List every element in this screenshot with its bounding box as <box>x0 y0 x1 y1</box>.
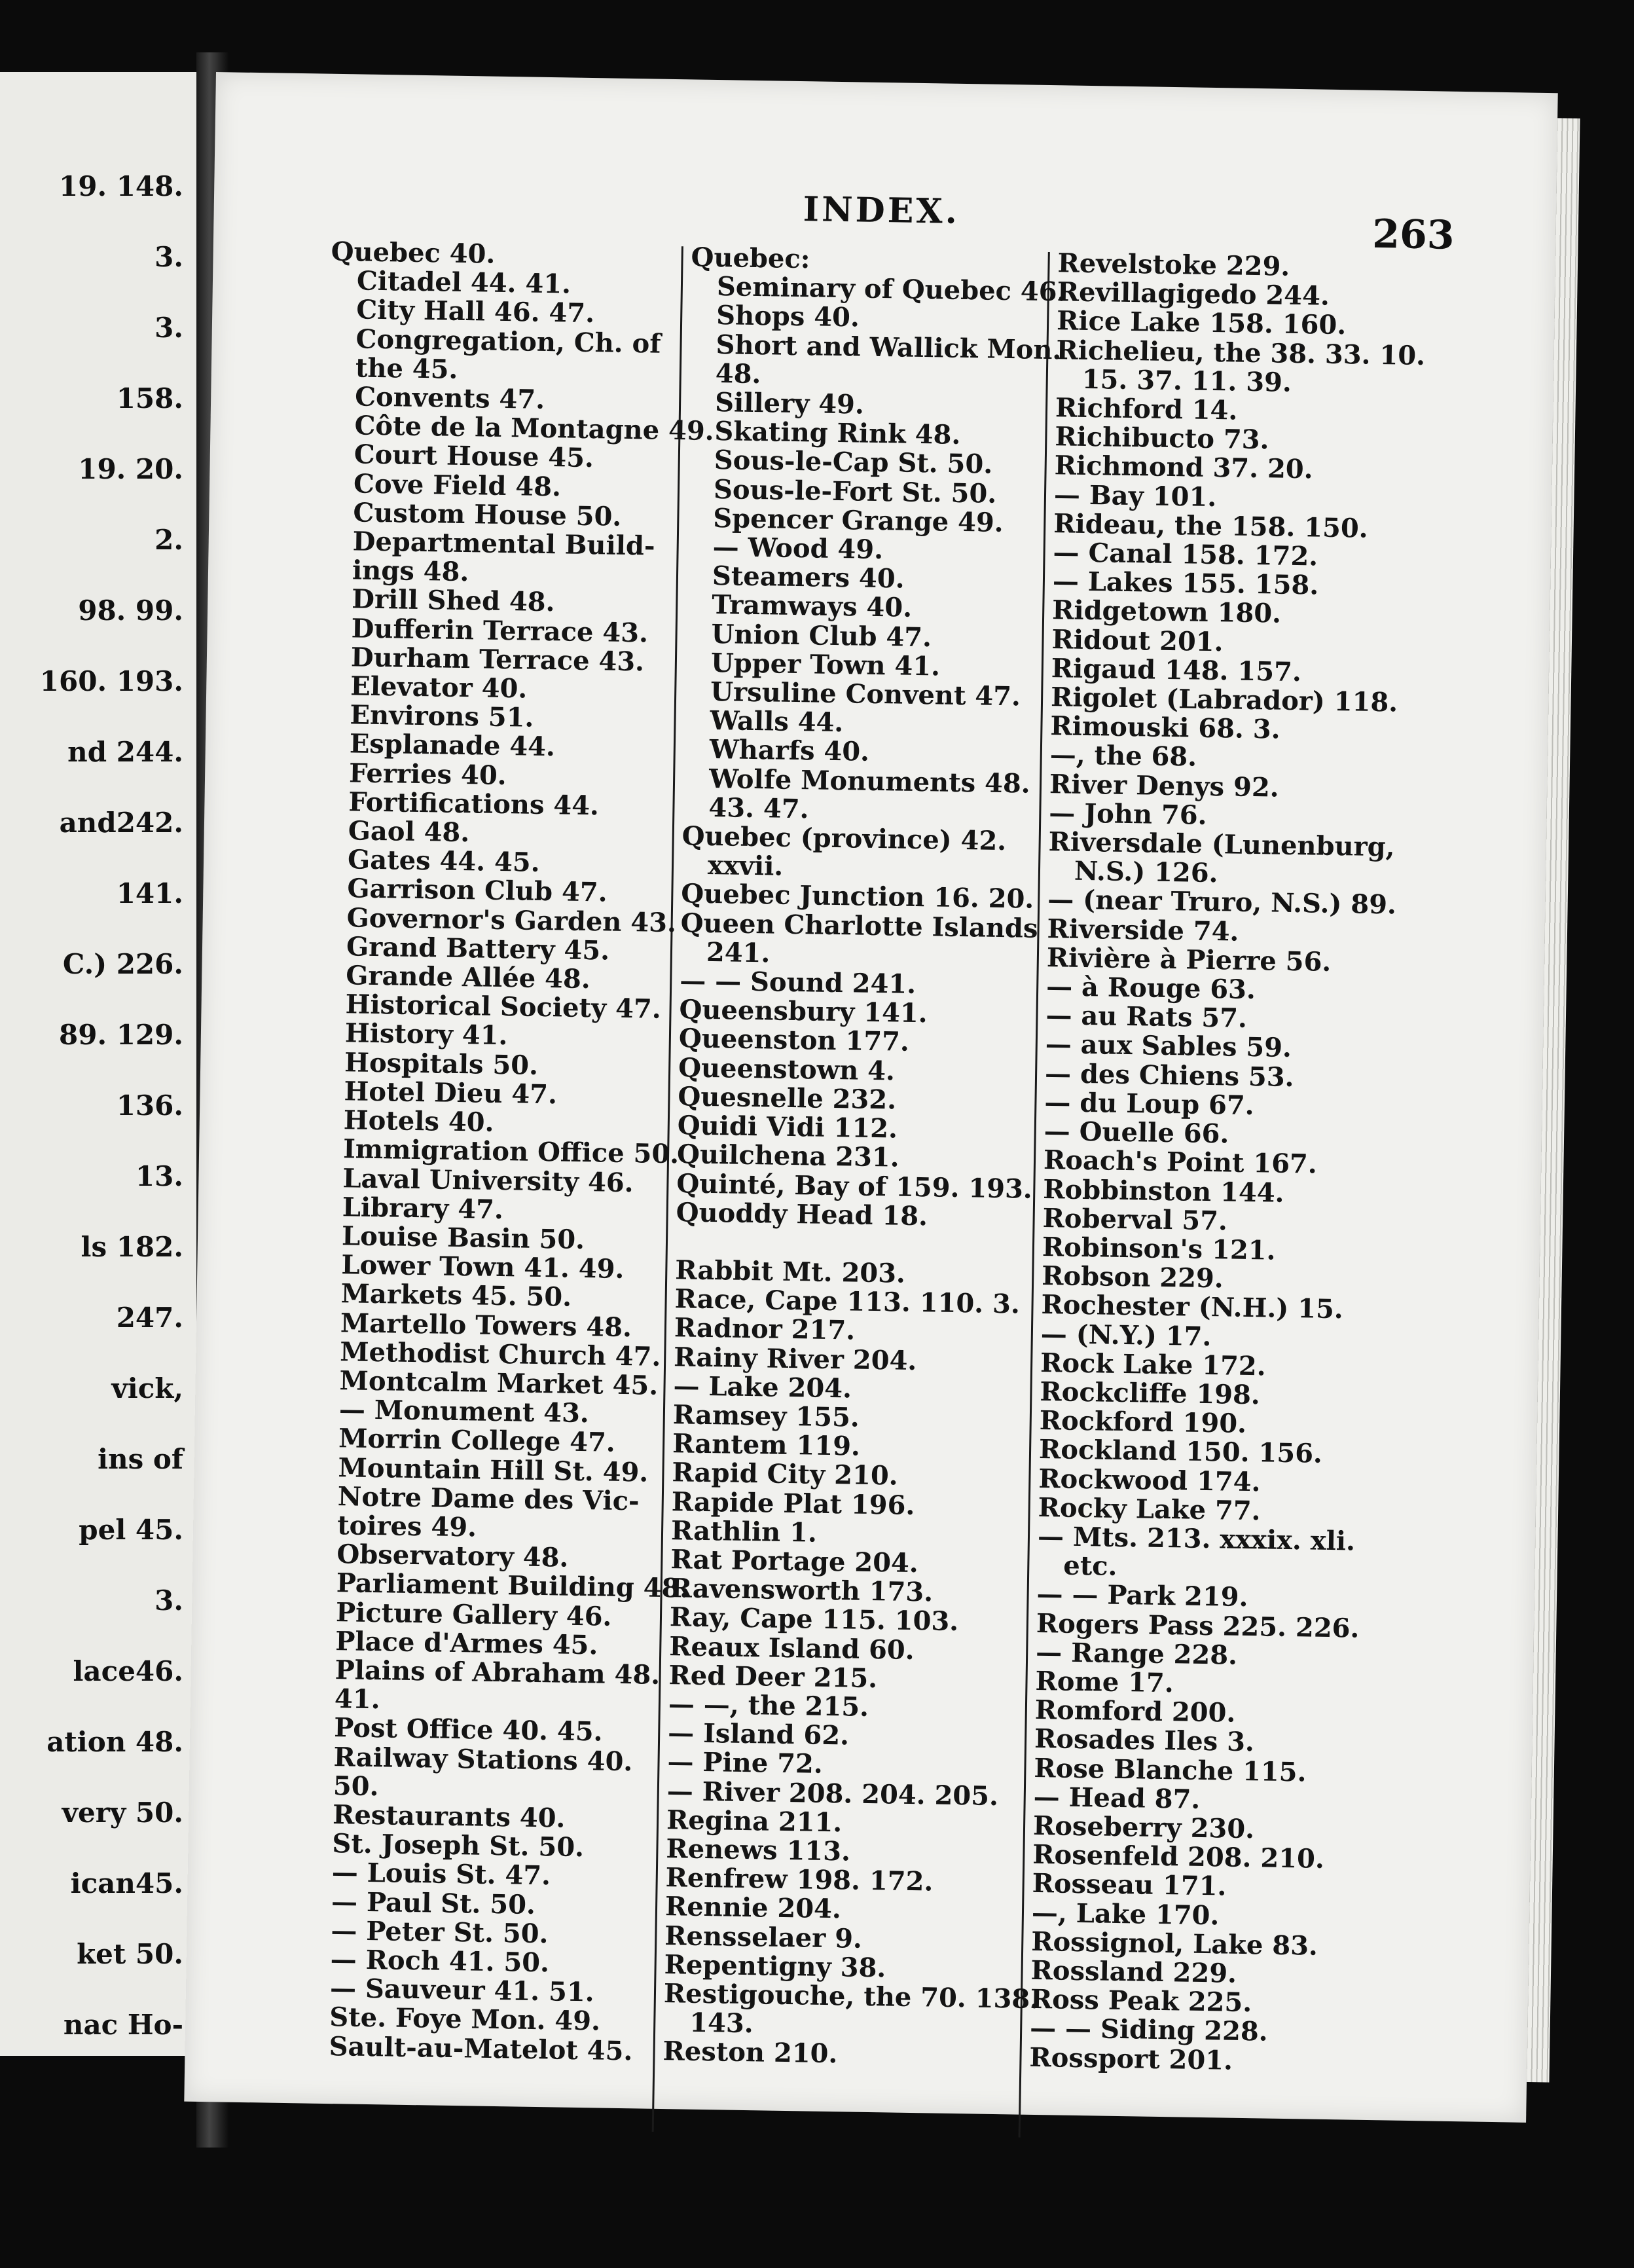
index-entry: Roach's Point 167. <box>1043 1144 1318 1180</box>
index-entry: — Peter St. 50. <box>331 1914 549 1950</box>
index-entry: Rockwood 174. <box>1038 1463 1261 1497</box>
index-entry: Rabbit Mt. 203. <box>674 1254 906 1289</box>
margin-fragment: nd 244. <box>67 736 183 768</box>
index-entry: Reston 210. <box>663 2036 838 2070</box>
index-entry: Immigration Office 50. <box>342 1133 680 1170</box>
index-entry: Rivière à Pierre 56. <box>1046 942 1332 978</box>
index-entry: Queen Charlotte Islands <box>680 907 1038 944</box>
index-entry: Race, Cape 113. 110. 3. <box>674 1283 1021 1320</box>
index-entry: Skating Rink 48. <box>714 416 961 451</box>
index-entry: Robson 229. <box>1041 1260 1224 1294</box>
index-entry: toires 49. <box>336 1510 477 1543</box>
index-entry: 50. <box>333 1770 379 1802</box>
index-entry: Restigouche, the 70. 138. <box>663 1978 1040 2015</box>
index-entry: Quebec Junction 16. 20. <box>681 878 1034 915</box>
index-entry: — Paul St. 50. <box>331 1886 536 1920</box>
index-entry: — Bay 101. <box>1053 479 1217 513</box>
index-entry: Quebec: <box>691 242 810 275</box>
index-entry: Hotel Dieu 47. <box>344 1076 558 1110</box>
index-entry: 41. <box>334 1683 380 1715</box>
index-entry: Fortifications 44. <box>348 786 600 822</box>
index-entry: Post Office 40. 45. <box>333 1712 603 1747</box>
index-entry: — aux Sables 59. <box>1045 1029 1292 1064</box>
index-entry: Queensbury 141. <box>679 994 928 1029</box>
margin-fragment: vick, <box>111 1372 183 1404</box>
index-entry: Esplanade 44. <box>349 728 556 763</box>
index-entry: Cove Field 48. <box>353 468 562 502</box>
index-entry: — Ouelle 66. <box>1044 1116 1229 1150</box>
index-entry: Quesnelle 232. <box>678 1081 897 1116</box>
index-entry: Côte de la Montagne 49. <box>354 410 715 447</box>
margin-fragment: 3. <box>154 312 183 344</box>
margin-fragment: 98. 99. <box>78 594 183 627</box>
index-entry: Richford 14. <box>1055 392 1238 426</box>
index-entry: Louise Basin 50. <box>341 1220 585 1255</box>
margin-fragment: ls 182. <box>81 1231 183 1263</box>
index-entry: Rossland 229. <box>1030 1954 1237 1989</box>
index-entry: Sault-au-Matelot 45. <box>329 2030 633 2066</box>
index-entry: Reaux Island 60. <box>668 1630 915 1666</box>
index-entry: Rigolet (Labrador) 118. <box>1050 682 1398 718</box>
index-entry: Quebec 40. <box>331 236 496 270</box>
margin-fragment: 19. 148. <box>59 170 183 202</box>
index-entry: 43. 47. <box>708 792 809 825</box>
margin-fragment: ins of <box>98 1443 183 1475</box>
index-page <box>184 72 1557 2123</box>
index-entry: — Pine 72. <box>667 1746 824 1780</box>
index-entry: Quidi Vidi 112. <box>677 1110 898 1144</box>
margin-fragment: very 50. <box>62 1797 183 1829</box>
index-entry: Rainy River 204. <box>673 1341 917 1376</box>
index-entry: Departmental Build- <box>352 526 655 562</box>
margin-fragment: 19. 20. <box>78 453 183 485</box>
index-entry: — —, the 215. <box>668 1689 869 1723</box>
margin-fragment: 160. 193. <box>39 665 183 697</box>
index-entry: Rathlin 1. <box>670 1514 818 1548</box>
index-entry: Repentigny 38. <box>664 1948 886 1984</box>
index-entry: — Monument 43. <box>338 1394 590 1429</box>
index-entry: Laval University 46. <box>342 1162 634 1198</box>
index-entry: Mountain Hill St. 49. <box>338 1452 649 1488</box>
index-entry: Riverside 74. <box>1047 913 1239 947</box>
index-entry: Rockcliffe 198. <box>1040 1376 1261 1411</box>
index-entry: Durham Terrace 43. <box>350 642 645 678</box>
index-entry: Rideau, the 158. 150. <box>1053 508 1369 544</box>
index-entry: Restaurants 40. <box>332 1799 566 1834</box>
index-entry: Ste. Foye Mon. 49. <box>329 2002 601 2037</box>
index-entry: — Sauveur 41. 51. <box>329 1973 595 2008</box>
index-entry: Robinson's 121. <box>1042 1231 1276 1266</box>
index-entry: Rosenfeld 208. 210. <box>1032 1839 1325 1875</box>
index-entry: Renfrew 198. 172. <box>665 1862 934 1897</box>
index-entry: Renews 113. <box>666 1833 851 1867</box>
index-entry: Rock Lake 172. <box>1040 1347 1267 1382</box>
index-entry: — Canal 158. 172. <box>1053 537 1318 572</box>
margin-fragment: 3. <box>154 1584 183 1617</box>
index-entry: Governor's Garden 43. <box>346 902 677 938</box>
index-entry: Rigaud 148. 157. <box>1051 652 1302 687</box>
index-entry: — (N.Y.) 17. <box>1040 1318 1212 1352</box>
index-entry: — au Rats 57. <box>1045 1000 1248 1034</box>
index-entry: Ursuline Convent 47. <box>710 676 1021 712</box>
index-entry: Historical Society 47. <box>345 989 662 1025</box>
index-entry: Ridout 201. <box>1051 623 1224 657</box>
index-entry: Red Deer 215. <box>668 1659 878 1694</box>
index-entry: — du Loup 67. <box>1044 1086 1255 1121</box>
index-entry: Rogers Pass 225. 226. <box>1036 1607 1360 1644</box>
index-entry: Ross Peak 225. <box>1030 1984 1252 2019</box>
index-entry: Rice Lake 158. 160. <box>1056 305 1347 341</box>
index-entry: — Head 87. <box>1033 1781 1201 1815</box>
index-entry: Union Club 47. <box>711 618 932 653</box>
index-entry: — à Rouge 63. <box>1045 971 1256 1006</box>
index-entry: Court House 45. <box>354 439 594 474</box>
index-entry: — — Siding 228. <box>1029 2013 1269 2047</box>
index-entry: Congregation, Ch. of <box>355 323 661 359</box>
index-entry: Gaol 48. <box>348 815 470 849</box>
index-entry: —, the 68. <box>1049 739 1197 773</box>
margin-fragment: C.) 226. <box>62 948 183 980</box>
index-entry: Environs 51. <box>350 699 534 733</box>
index-entry: River Denys 92. <box>1049 768 1280 803</box>
margin-fragment: 89. 129. <box>59 1019 183 1051</box>
index-entry: Rossignol, Lake 83. <box>1030 1926 1318 1962</box>
index-entry: Sillery 49. <box>714 387 865 420</box>
index-entry: Revelstoke 229. <box>1057 247 1290 282</box>
index-entry: Quinté, Bay of 159. 193. <box>676 1167 1033 1205</box>
margin-fragment: 2. <box>154 524 183 556</box>
index-entry: 15. 37. 11. 39. <box>1081 363 1292 398</box>
index-entry: Roseberry 230. <box>1032 1810 1255 1845</box>
index-entry: 143. <box>689 2007 754 2039</box>
margin-fragment: 141. <box>116 877 183 909</box>
index-entry: Observatory 48. <box>336 1539 569 1573</box>
index-entry: Rat Portage 204. <box>670 1544 919 1579</box>
index-entry: Shops 40. <box>716 300 860 333</box>
index-entry: Grand Battery 45. <box>346 931 610 966</box>
index-entry: Parliament Building 48. <box>336 1567 689 1604</box>
index-entry: Queenstown 4. <box>678 1052 896 1087</box>
index-entry: Custom House 50. <box>353 497 622 532</box>
index-entry: 48. <box>715 357 761 390</box>
index-entry: Place d'Armes 45. <box>335 1625 598 1661</box>
index-entry: Revillagigedo 244. <box>1057 276 1330 312</box>
index-entry: Markets 45. 50. <box>340 1278 572 1313</box>
index-entry: Richelieu, the 38. 33. 10. <box>1056 334 1426 371</box>
page-number: 263 <box>1371 211 1455 259</box>
index-entry: Garrison Club 47. <box>347 873 608 909</box>
index-entry: Montcalm Market 45. <box>339 1365 659 1401</box>
index-entry: Roberval 57. <box>1042 1202 1228 1237</box>
index-entry: Quebec (province) 42. <box>681 820 1007 857</box>
index-entry: ings 48. <box>352 555 469 588</box>
index-entry: Rochester (N.H.) 15. <box>1041 1289 1344 1325</box>
index-entry: Ray, Cape 115. 103. <box>669 1601 959 1637</box>
index-entry: Rocky Lake 77. <box>1038 1491 1261 1527</box>
index-entry: Rossport 201. <box>1029 2041 1233 2076</box>
index-entry: — Roch 41. 50. <box>330 1944 550 1979</box>
index-entry: St. Joseph St. 50. <box>332 1828 585 1863</box>
margin-fragment: ican45. <box>70 1867 183 1899</box>
margin-fragment: ket 50. <box>77 1938 183 1970</box>
index-column-3 <box>1029 249 1464 2078</box>
index-entry: Hospitals 50. <box>344 1046 539 1081</box>
index-entry: Queenston 177. <box>678 1023 910 1058</box>
index-entry: 241. <box>706 936 771 969</box>
index-entry: — Louis St. 47. <box>331 1857 551 1892</box>
index-column-2 <box>663 243 1064 2072</box>
index-entry: Rosseau 171. <box>1032 1868 1227 1902</box>
index-entry: Seminary of Quebec 46. <box>716 271 1066 308</box>
index-entry: — Wood 49. <box>712 532 884 566</box>
index-entry: Steamers 40. <box>712 560 905 594</box>
index-entry: Rosades Iles 3. <box>1034 1723 1255 1758</box>
index-entry: Rockford 190. <box>1039 1405 1247 1440</box>
index-entry: Rantem 119. <box>672 1428 861 1462</box>
index-entry: Notre Dame des Vic- <box>337 1480 640 1517</box>
margin-fragment: 3. <box>154 241 183 273</box>
index-entry: — Mts. 213. xxxix. xli. <box>1037 1520 1356 1557</box>
index-entry: Quilchena 231. <box>676 1139 900 1173</box>
index-entry: Rapide Plat 196. <box>671 1486 915 1521</box>
index-entry: — John 76. <box>1049 797 1207 831</box>
index-entry: etc. <box>1062 1550 1117 1582</box>
index-entry: Ravensworth 173. <box>670 1573 934 1608</box>
index-entry: Rockland 150. 156. <box>1038 1434 1323 1470</box>
facing-page-margin <box>0 72 196 2056</box>
margin-fragment: 247. <box>116 1302 183 1334</box>
margin-fragment: 158. <box>116 382 183 414</box>
index-entry: Morrin College 47. <box>338 1423 616 1459</box>
index-entry: Rensselaer 9. <box>664 1920 863 1954</box>
margin-fragment: and242. <box>59 807 183 839</box>
index-entry: Rose Blanche 115. <box>1034 1752 1307 1788</box>
index-entry: — Lake 204. <box>673 1370 852 1404</box>
index-entry: —, Lake 170. <box>1031 1897 1220 1931</box>
page-title: INDEX. <box>803 189 960 232</box>
index-entry: Railway Stations 40. <box>333 1741 633 1777</box>
index-entry: Regina 211. <box>666 1804 843 1838</box>
index-entry: Wharfs 40. <box>709 734 870 768</box>
index-entry: Plains of Abraham 48. <box>335 1655 661 1691</box>
index-entry: Picture Gallery 46. <box>335 1596 612 1632</box>
index-entry: Upper Town 41. <box>710 647 941 682</box>
index-entry: Short and Wallick Mon. <box>716 329 1062 365</box>
index-entry: Methodist Church 47. <box>339 1336 661 1372</box>
index-entry: — Island 62. <box>667 1717 850 1751</box>
index-entry: Citadel 44. 41. <box>356 265 572 300</box>
margin-fragment: pel 45. <box>79 1514 183 1546</box>
margin-fragment: ation 48. <box>46 1726 183 1758</box>
index-entry: — River 208. 204. 205. <box>666 1775 999 1812</box>
index-entry: Sous-le-Cap St. 50. <box>714 445 993 481</box>
index-entry: Richmond 37. 20. <box>1054 450 1314 485</box>
index-entry: City Hall 46. 47. <box>355 294 595 329</box>
index-entry: — des Chiens 53. <box>1044 1057 1294 1093</box>
index-entry: — Lakes 155. 158. <box>1052 566 1319 601</box>
index-entry: Convents 47. <box>354 381 545 415</box>
index-entry: Gates 44. 45. <box>347 844 541 879</box>
index-entry: — Range 228. <box>1035 1636 1238 1671</box>
index-entry: Rimouski 68. 3. <box>1050 710 1280 745</box>
index-entry: Ridgetown 180. <box>1051 594 1282 630</box>
index-entry: Elevator 40. <box>350 670 528 704</box>
margin-fragment: 13. <box>135 1160 183 1192</box>
index-entry: Drill Shed 48. <box>352 583 555 618</box>
margin-fragment: nac Ho- <box>63 2009 183 2041</box>
index-entry: — — Park 219. <box>1036 1579 1248 1613</box>
index-entry: Wolfe Monuments 48. <box>708 763 1031 799</box>
index-entry: — (near Truro, N.S.) 89. <box>1047 884 1397 921</box>
index-entry: Radnor 217. <box>674 1312 856 1346</box>
index-entry: Rome 17. <box>1035 1665 1174 1699</box>
index-entry: Library 47. <box>342 1191 504 1225</box>
index-entry: N.S.) 126. <box>1074 856 1218 889</box>
margin-fragment: 136. <box>116 1089 183 1122</box>
index-entry: Spencer Grange 49. <box>713 502 1004 538</box>
index-entry: History 41. <box>344 1017 508 1052</box>
index-entry: Richibucto 73. <box>1055 421 1269 456</box>
index-entry: Martello Towers 48. <box>340 1307 632 1343</box>
index-entry: Quoddy Head 18. <box>676 1196 928 1232</box>
margin-fragment: lace46. <box>73 1655 183 1687</box>
index-entry: Hotels 40. <box>343 1105 494 1138</box>
index-entry: the 45. <box>355 352 458 385</box>
index-entry: Ferries 40. <box>348 757 507 791</box>
index-entry: Lower Town 41. 49. <box>341 1249 625 1285</box>
index-entry: Robbinston 144. <box>1042 1173 1284 1209</box>
index-entry: Dufferin Terrace 43. <box>351 612 649 649</box>
index-entry: Riversdale (Lunenburg, <box>1048 826 1395 863</box>
index-entry: xxvii. <box>707 850 784 883</box>
index-entry: Tramways 40. <box>711 589 913 624</box>
index-entry: Rapid City 210. <box>672 1457 899 1491</box>
index-entry: Grande Allée 48. <box>345 960 591 995</box>
index-entry: Ramsey 155. <box>672 1399 860 1433</box>
index-entry: Sous-le-Fort St. 50. <box>713 473 997 509</box>
index-entry: — — Sound 241. <box>679 965 917 1000</box>
index-entry: Walls 44. <box>710 705 844 739</box>
facing-page <box>0 72 198 2056</box>
index-entry: Romford 200. <box>1034 1694 1236 1728</box>
index-entry: Rennie 204. <box>664 1891 842 1925</box>
